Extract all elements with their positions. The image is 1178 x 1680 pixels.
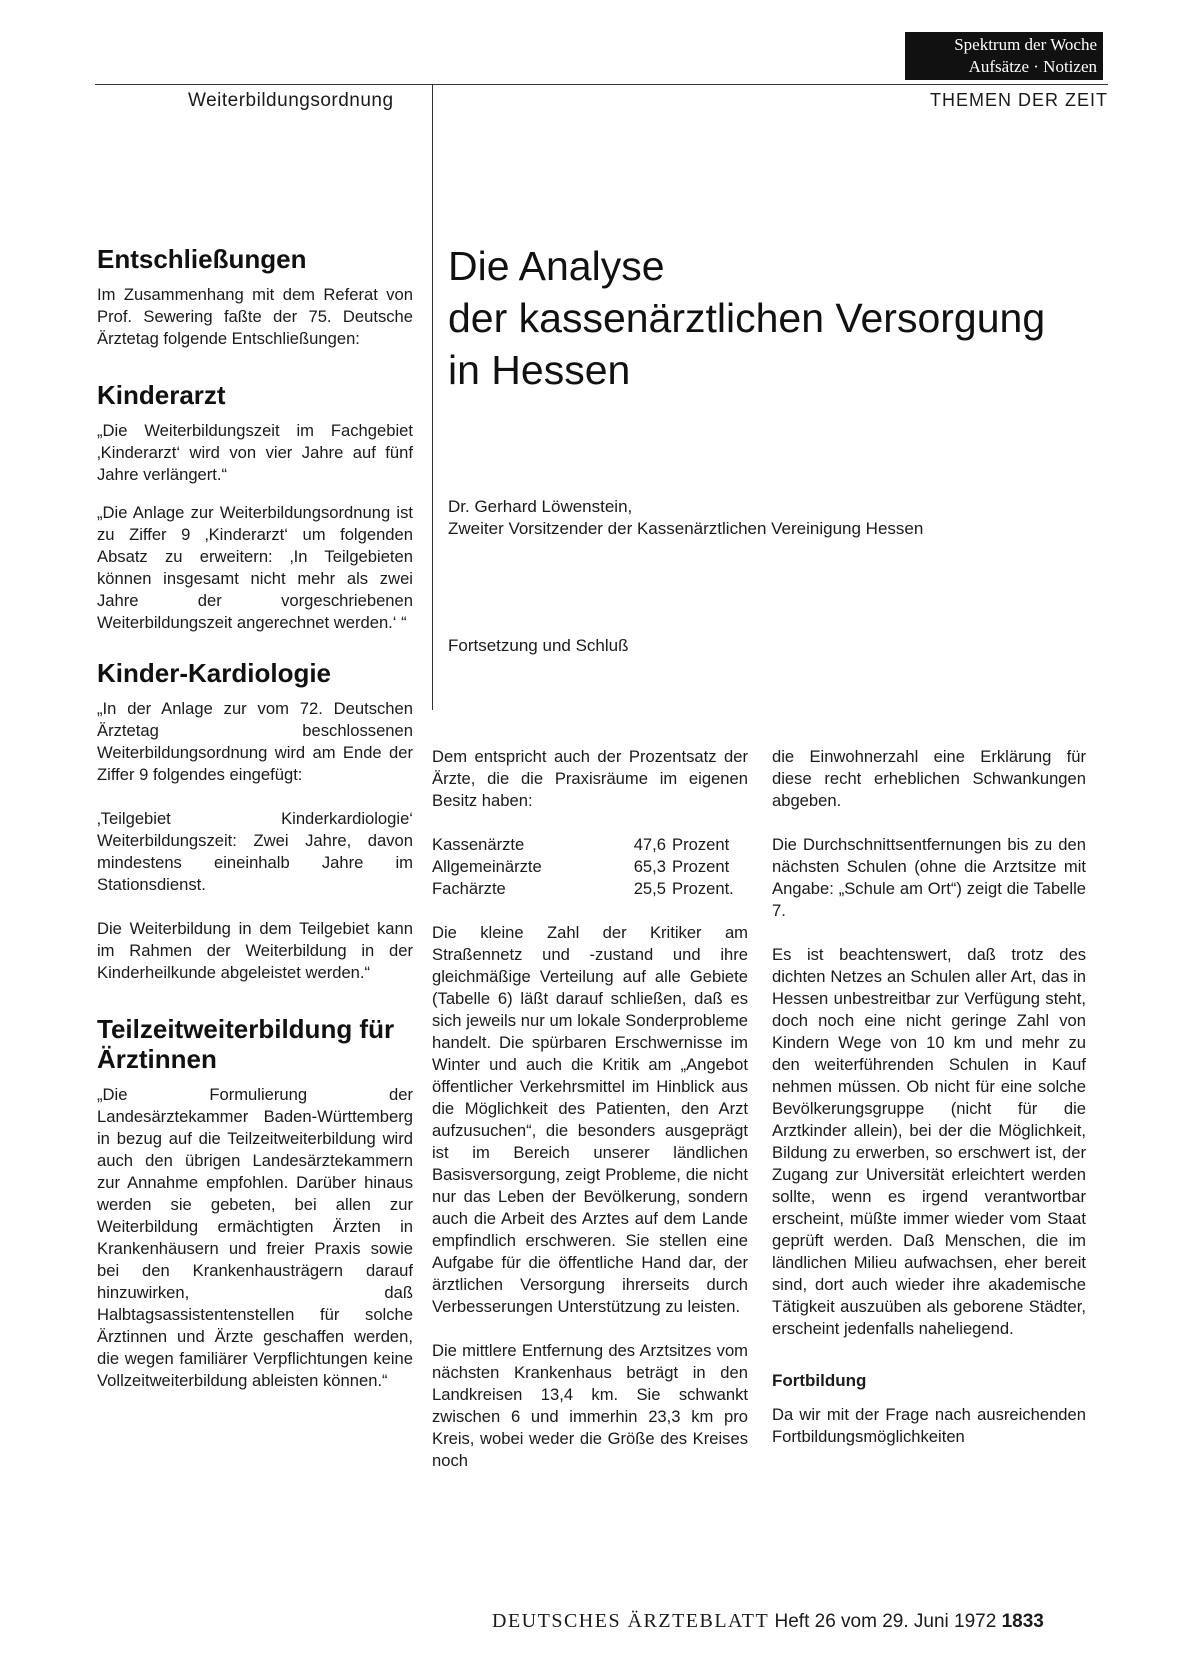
paragraph: „Die Weiterbildungszeit im Fachgebiet ‚Kinderarzt‘ wird von vier Jahre auf fünf Jahre verlängert.“ (97, 421, 413, 484)
continuation-note: Fortsetzung und Schluß (448, 636, 629, 655)
column-divider (432, 84, 433, 710)
title-line-1: Die Analyse (448, 243, 665, 289)
heading-fortbildung: Fortbildung (772, 1371, 867, 1390)
author-name: Dr. Gerhard Löwenstein, (448, 497, 633, 516)
paragraph: „Die Anlage zur Weiterbildungsordnung ist zu Ziffer 9 ‚Kinderarzt‘ um folgenden Absatz zu erweitern: ‚In Teilgebieten können insgesamt nicht mehr als zwei Jahre der vorgeschriebenen Weiterbildungszeit angerechnet werden.‘ “ (97, 503, 413, 632)
table-cell-label: Allgemeinärzte (432, 857, 542, 876)
page-number: 1833 (1001, 1611, 1044, 1632)
percentage-table (432, 834, 752, 900)
table-cell-label: Fachärzte (432, 879, 506, 898)
title-line-3: in Hessen (448, 347, 631, 393)
badge-line-2: Aufsätze · Notizen (968, 57, 1097, 76)
article-title (448, 240, 1128, 396)
table-cell-unit: Prozent (672, 857, 730, 876)
paragraph: Die Durchschnittsentfernungen bis zu den nächsten Schulen (ohne die Arztsitze mit Angabe: „Schule am Ort“) zeigt die Tabelle 7. (772, 835, 1086, 920)
right-column (772, 746, 1086, 1470)
paragraph: Da wir mit der Frage nach ausreichenden Fortbildungsmöglichkeiten (772, 1405, 1086, 1446)
page-footer (492, 1610, 1044, 1633)
paragraph: Es ist beachtenswert, daß trotz des dichten Netzes an Schulen aller Art, das in Hessen unbestreitbar zur Verfügung steht, doch noch eine nicht geringe Zahl von Kindern Wege von 10 km und mehr zu den weiterführenden Schulen in Kauf nehmen müssen. Ob nicht für eine solche Bevölkerungsgruppe (nicht für die Arztkinder allein), bei der die Möglichkeit, Bildung zu erwerben, so erschwert ist, der Zugang zur Universität erleichtert werden sollte, wenn es irgend verantwortbar erscheint, müßte immer wieder vom Staat geprüft werden. Daß Menschen, die im ländlichen Milieu aufwachsen, eher bereit sind, dort auch wieder ihre akademische Tätigkeit auszuüben als geborene Städter, erscheint jedenfalls naheliegend. (772, 945, 1086, 1338)
table-row (432, 878, 752, 900)
paragraph: Im Zusammenhang mit dem Referat von Prof. Sewering faßte der 75. Deutsche Ärztetag folgende Entschließungen: (97, 285, 413, 348)
paragraph: Die kleine Zahl der Kritiker am Straßennetz und -zustand und ihre gleichmäßige Verteilung auf alle Gebiete (Tabelle 6) läßt darauf schließen, daß es sich jeweils nur um lokale Sonderprobleme handelt. Die spürbaren Erschwernisse im Winter und auch die Kritik am „Angebot öffentlicher Verkehrsmittel im Hinblick aus die Möglichkeit des Patienten, den Arzt aufzusuchen“, die besonders ausgeprägt ist im Bereich unserer ländlichen Basisversorgung, zeigt Probleme, die nicht nur das Leben der Bevölkerung, sondern auch die Arbeit des Arztes auf dem Lande empfindlich erschweren. Sie stellen eine Aufgabe für die öffentliche Hand dar, der ärztlichen Versorgung ihrerseits durch Verbesserungen Unterstützung zu leisten. (432, 923, 748, 1316)
section-badge (905, 32, 1103, 80)
paragraph: „Die Formulierung der Landesärztekammer Baden-Württemberg in bezug auf die Teilzeitweiterbildung wird auch den übrigen Landesärztekammern zur Annahme empfohlen. Darüber hinaus werden sie gebeten, bei allen zur Weiterbildung ermächtigten Ärzten in Krankenhäusern und freier Praxis sowie bei den Krankenhausträgern darauf hinzuwirken, daß Halbtagsassistentenstellen für solche Ärztinnen und Ärzte geschaffen werden, die wegen familiärer Verpflichtungen keine Vollzeitweiterbildung ableisten können.“ (97, 1085, 413, 1390)
section-title: Weiterbildungsordnung (188, 90, 394, 111)
paragraph: ‚Teilgebiet Kinderkardiologie‘ Weiterbildungszeit: Zwei Jahre, davon mindestens eineinhalb Jahre im Stationsdienst. (97, 809, 413, 894)
badge-line-1: Spektrum der Woche (954, 35, 1097, 54)
table-cell-value: 25,5 (633, 879, 666, 898)
table-cell-unit: Prozent (672, 835, 730, 854)
heading-entschliessungen: Entschließungen (97, 244, 307, 274)
paragraph: Die mittlere Entfernung des Arztsitzes vom nächsten Krankenhaus beträgt in den Landkreisen 13,4 km. Sie schwankt zwischen 6 und immerhin 23,3 km pro Kreis, wobei weder die Größe des Kreises noch (432, 1341, 748, 1470)
table-cell-label: Kassenärzte (432, 835, 525, 854)
paragraph: „In der Anlage zur vom 72. Deutschen Ärztetag beschlossenen Weiterbildungsordnung wird am Ende der Ziffer 9 folgendes eingefügt: (97, 699, 413, 784)
middle-column (432, 746, 748, 1494)
paragraph: Die Weiterbildung in dem Teilgebiet kann im Rahmen der Weiterbildung in der Kinderheilkunde abgeleistet werden.“ (97, 919, 413, 982)
heading-kinderarzt: Kinderarzt (97, 380, 226, 410)
heading-kinder-kardiologie: Kinder-Kardiologie (97, 658, 332, 688)
journal-name: DEUTSCHES ÄRZTEBLATT (492, 1610, 770, 1632)
header-rule (95, 84, 1108, 85)
left-column (97, 244, 413, 1414)
author-role: Zweiter Vorsitzender der Kassenärztlichen Vereinigung Hessen (448, 519, 924, 538)
table-cell-unit: Prozent. (672, 879, 734, 898)
title-line-2: der kassenärztlichen Versorgung (448, 295, 1046, 341)
table-row (432, 856, 752, 878)
heading-teilzeitweiterbildung: Teilzeitweiterbildung für Ärztinnen (97, 1014, 395, 1074)
author-block (448, 496, 923, 540)
rubric-label: THEMEN DER ZEIT (929, 90, 1108, 110)
paragraph: die Einwohnerzahl eine Erklärung für diese recht erheblichen Schwankungen abgeben. (772, 747, 1086, 810)
paragraph: Dem entspricht auch der Prozentsatz der Ärzte, die die Praxisräume im eigenen Besitz haben: (432, 747, 748, 810)
table-cell-value: 65,3 (633, 857, 666, 876)
issue-info: Heft 26 vom 29. Juni 1972 (774, 1611, 997, 1632)
table-cell-value: 47,6 (633, 835, 666, 854)
table-row (432, 834, 752, 856)
